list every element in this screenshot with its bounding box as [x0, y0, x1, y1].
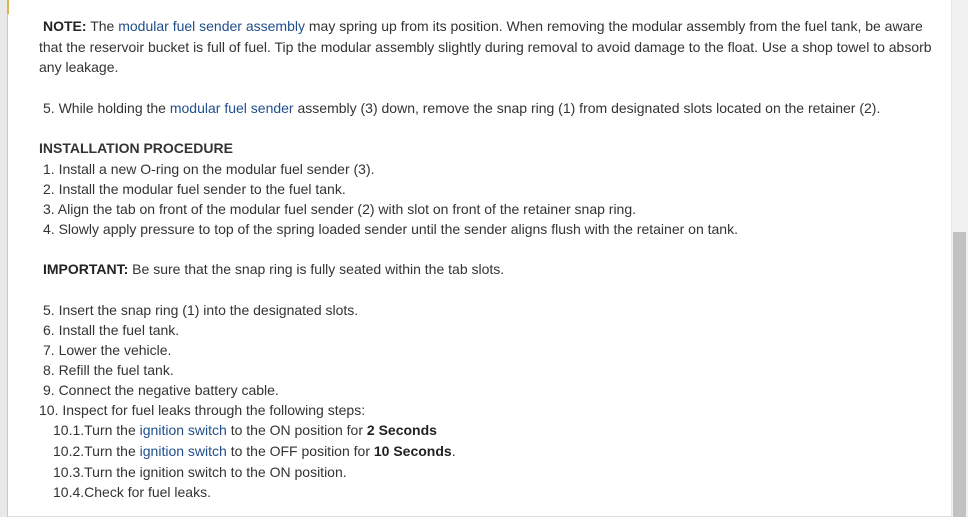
modular-fuel-sender-link[interactable]: modular fuel sender — [169, 100, 294, 116]
note-label: NOTE: — [43, 18, 87, 34]
ignition-switch-link[interactable]: ignition switch — [139, 422, 227, 438]
install-step-4: 4. Slowly apply pressure to top of the spring loaded sender until the sender aligns flush with the retainer on tank. — [43, 221, 738, 237]
vertical-scrollbar[interactable] — [951, 0, 968, 517]
substep-10-2 — [53, 441, 456, 461]
installation-heading: INSTALLATION PROCEDURE — [39, 140, 233, 156]
install-step-8: 8. Refill the fuel tank. — [43, 362, 174, 378]
left-panel-edge — [0, 0, 8, 517]
ignition-switch-link-2[interactable]: ignition switch — [139, 443, 227, 459]
modular-fuel-sender-assembly-link[interactable]: modular fuel sender assembly — [118, 18, 305, 34]
note-text-pre: The — [86, 18, 119, 34]
substep-10-1-duration: 2 Seconds — [366, 422, 437, 438]
important-label: IMPORTANT: — [43, 261, 129, 277]
substep-10-3: 10.3.Turn the ignition switch to the ON position. — [53, 464, 347, 480]
install-step-9: 9. Connect the negative battery cable. — [43, 382, 279, 398]
note-text: may spring up from its position. When removing the modular assembly from the fuel tank, be aware that the reservoir bucket is full of fuel. Tip the modular assembly slightly during removal to avoid damage to the float. Use a shop towel to absorb any leakage. — [39, 18, 932, 75]
install-step-5: 5. Insert the snap ring (1) into the designated slots. — [43, 302, 359, 318]
install-step-6: 6. Install the fuel tank. — [43, 322, 180, 338]
left-accent-mark — [7, 0, 9, 14]
important-text: Be sure that the snap ring is fully seated within the tab slots. — [128, 261, 505, 277]
substep-10-1-pre: 10.1.Turn the — [53, 422, 140, 438]
note-paragraph — [39, 16, 939, 78]
substep-10-1-mid: to the ON position for — [226, 422, 367, 438]
substep-10-1 — [53, 420, 437, 440]
substep-10-2-mid: to the OFF position for — [226, 443, 374, 459]
step-5-text-post: assembly (3) down, remove the snap ring (1) from designated slots located on the retainer (2). — [293, 100, 881, 116]
install-step-1: 1. Install a new O-ring on the modular fuel sender (3). — [43, 161, 375, 177]
important-note — [43, 259, 504, 279]
install-step-10: 10. Inspect for fuel leaks through the following steps: — [39, 402, 366, 418]
install-step-3: 3. Align the tab on front of the modular fuel sender (2) with slot on front of the retainer snap ring. — [43, 201, 637, 217]
scrollbar-thumb[interactable] — [953, 232, 966, 517]
step-5-text-pre: 5. While holding the — [43, 100, 170, 116]
substep-10-2-post: . — [451, 443, 456, 459]
substep-10-4: 10.4.Check for fuel leaks. — [53, 484, 211, 500]
procedure-content — [39, 0, 944, 517]
substep-10-2-pre: 10.2.Turn the — [53, 443, 140, 459]
substep-10-2-duration: 10 Seconds — [373, 443, 452, 459]
install-step-7: 7. Lower the vehicle. — [43, 342, 172, 358]
removal-step-5 — [43, 98, 880, 118]
install-step-2: 2. Install the modular fuel sender to the fuel tank. — [43, 181, 346, 197]
